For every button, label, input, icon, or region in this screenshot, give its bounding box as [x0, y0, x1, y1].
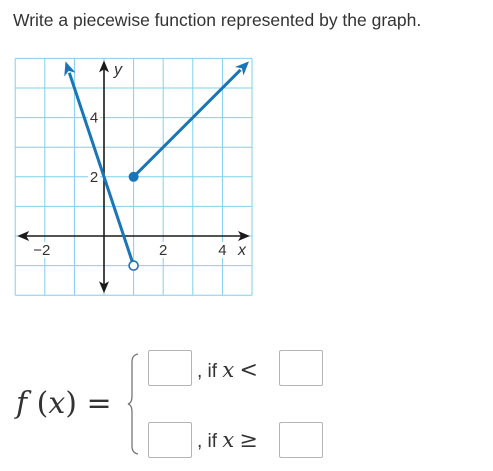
piece-2-line [134, 70, 241, 177]
problem-prompt: Write a piecewise function represented by the graph. [13, 10, 422, 30]
condition-2-separator: , if [197, 431, 218, 452]
expression-input-2[interactable] [148, 422, 192, 458]
y-tick-label: 2 [89, 168, 99, 186]
condition-2 [197, 428, 258, 453]
function-name: f [16, 386, 28, 421]
function-label [16, 386, 112, 421]
bound-input-1[interactable] [279, 350, 323, 386]
condition-1-separator: , if [197, 361, 218, 382]
bound-input-2[interactable] [279, 422, 323, 458]
y-axis-label: y [114, 61, 122, 79]
piece-1-open-endpoint [129, 261, 138, 270]
x-tick-label: 2 [159, 242, 168, 259]
function-variable: x [48, 386, 66, 421]
piece-2-closed-endpoint [129, 172, 139, 182]
equals-sign: = [86, 386, 112, 421]
condition-1-operator: < [239, 358, 258, 383]
close-paren: ) [65, 386, 77, 421]
condition-1 [197, 358, 258, 383]
graph-labels [33, 61, 247, 259]
y-tick-label: 4 [89, 109, 99, 127]
condition-1-variable: x [222, 358, 235, 382]
condition-2-variable: x [222, 428, 235, 452]
x-axis-label: x [238, 242, 246, 259]
x-tick-label: 4 [218, 242, 227, 259]
x-tick-label: −2 [33, 242, 51, 259]
piecewise-brace [118, 352, 148, 456]
condition-2-operator: ≥ [239, 428, 258, 453]
graph-pieces [64, 61, 249, 270]
expression-input-1[interactable] [148, 350, 192, 386]
open-paren: ( [27, 386, 49, 421]
